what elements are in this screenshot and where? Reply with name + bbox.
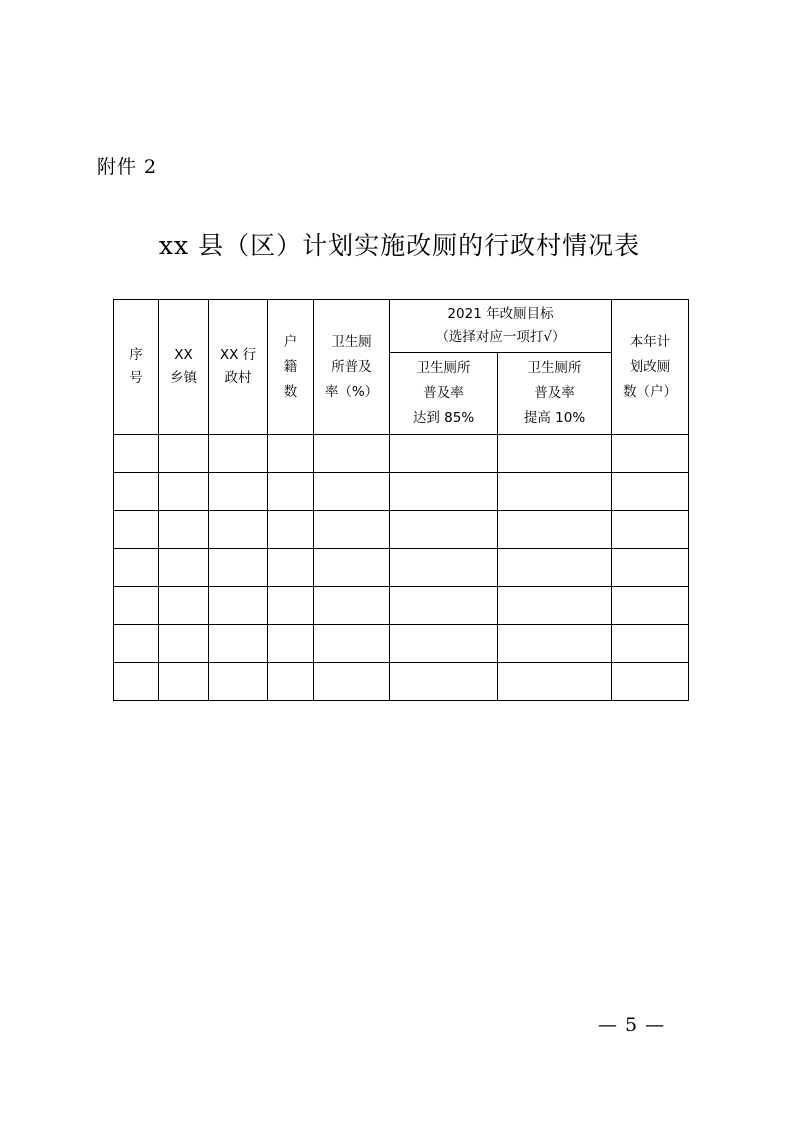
table-cell[interactable] <box>612 435 689 473</box>
document-title: xx 县（区）计划实施改厕的行政村情况表 <box>158 231 641 260</box>
table-cell[interactable] <box>390 625 498 663</box>
table-cell[interactable] <box>612 473 689 511</box>
table-cell[interactable] <box>390 587 498 625</box>
table-cell[interactable] <box>498 625 612 663</box>
table-cell[interactable] <box>498 511 612 549</box>
table-cell[interactable] <box>314 663 390 701</box>
table-cell[interactable] <box>114 511 159 549</box>
table-cell[interactable] <box>498 435 612 473</box>
table-cell[interactable] <box>114 625 159 663</box>
table-cell[interactable] <box>390 435 498 473</box>
table-cell[interactable] <box>209 663 268 701</box>
attachment-label: 附件 2 <box>97 156 158 178</box>
table-cell[interactable] <box>268 511 314 549</box>
header-planned-count: 本年计 划改厕 数（户） <box>612 300 689 435</box>
table-cell[interactable] <box>159 663 209 701</box>
table-cell[interactable] <box>390 663 498 701</box>
table-cell[interactable] <box>314 587 390 625</box>
table-cell[interactable] <box>498 549 612 587</box>
table-cell[interactable] <box>612 587 689 625</box>
header-target-10: 卫生厕所 普及率 提高 10% <box>498 353 612 435</box>
table-cell[interactable] <box>159 549 209 587</box>
table-body <box>114 435 689 701</box>
table-cell[interactable] <box>209 549 268 587</box>
table-cell[interactable] <box>390 511 498 549</box>
table-cell[interactable] <box>268 473 314 511</box>
table-row <box>114 625 689 663</box>
village-plan-table <box>113 299 689 701</box>
table-row <box>114 511 689 549</box>
table-cell[interactable] <box>268 625 314 663</box>
table-cell[interactable] <box>612 625 689 663</box>
table-cell[interactable] <box>114 473 159 511</box>
table-cell[interactable] <box>268 587 314 625</box>
table-cell[interactable] <box>209 587 268 625</box>
table-cell[interactable] <box>114 587 159 625</box>
table-cell[interactable] <box>390 473 498 511</box>
header-households: 户 籍 数 <box>268 300 314 435</box>
table-cell[interactable] <box>159 625 209 663</box>
table-cell[interactable] <box>498 587 612 625</box>
table-cell[interactable] <box>114 663 159 701</box>
header-village: XX 行 政村 <box>209 300 268 435</box>
table-cell[interactable] <box>314 625 390 663</box>
table-row <box>114 587 689 625</box>
table-cell[interactable] <box>114 435 159 473</box>
table-cell[interactable] <box>268 435 314 473</box>
table-cell[interactable] <box>268 663 314 701</box>
table-cell[interactable] <box>114 549 159 587</box>
header-township: XX 乡镇 <box>159 300 209 435</box>
table-row <box>114 473 689 511</box>
table-cell[interactable] <box>612 549 689 587</box>
table-row <box>114 435 689 473</box>
table-cell[interactable] <box>612 663 689 701</box>
table-cell[interactable] <box>612 511 689 549</box>
header-coverage-rate: 卫生厕 所普及 率（%） <box>314 300 390 435</box>
table-cell[interactable] <box>314 511 390 549</box>
table-cell[interactable] <box>314 473 390 511</box>
table-cell[interactable] <box>498 663 612 701</box>
table-cell[interactable] <box>209 473 268 511</box>
table-cell[interactable] <box>159 473 209 511</box>
table-row <box>114 663 689 701</box>
table-cell[interactable] <box>314 549 390 587</box>
table-row <box>114 549 689 587</box>
table-cell[interactable] <box>209 435 268 473</box>
page-number: — 5 — <box>598 1014 666 1036</box>
table-cell[interactable] <box>390 549 498 587</box>
table-cell[interactable] <box>314 435 390 473</box>
table-cell[interactable] <box>268 549 314 587</box>
table-cell[interactable] <box>209 625 268 663</box>
header-seq: 序 号 <box>114 300 159 435</box>
header-target-group: 2021 年改厕目标 （选择对应一项打√） <box>390 300 612 353</box>
table-cell[interactable] <box>159 435 209 473</box>
table-cell[interactable] <box>209 511 268 549</box>
table-cell[interactable] <box>159 511 209 549</box>
header-target-85: 卫生厕所 普及率 达到 85% <box>390 353 498 435</box>
table-cell[interactable] <box>159 587 209 625</box>
table-cell[interactable] <box>498 473 612 511</box>
